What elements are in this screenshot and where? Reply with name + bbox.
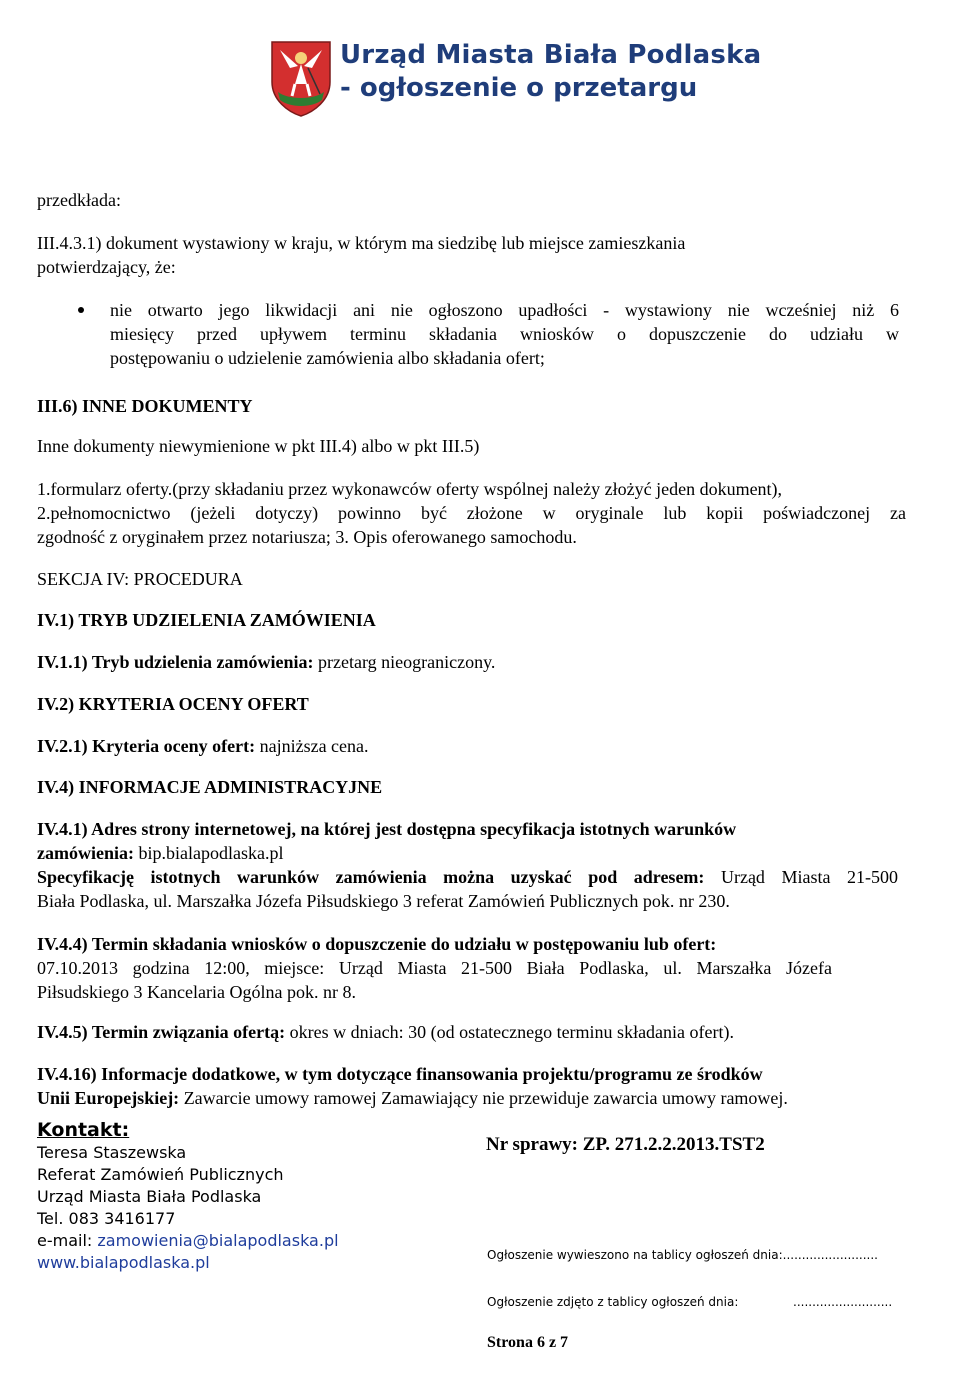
other-docs-line3: zgodność z oryginałem przez notariusza; 3. Opis oferowanego samochodu. — [37, 527, 577, 547]
contact-email-label: e-mail: — [37, 1231, 98, 1250]
iv21-text — [37, 734, 369, 758]
removed-note-dots: .......................... — [793, 1295, 893, 1309]
iv21-value: najniższa cena. — [255, 736, 369, 756]
other-docs-text: Inne dokumenty niewymienione w pkt III.4) albo w pkt III.5) — [37, 436, 480, 456]
iv11-text — [37, 650, 495, 674]
iv416-label: Unii Europejskiej: — [37, 1088, 180, 1108]
bullet-icon — [78, 307, 84, 313]
contact-email-link[interactable]: zamowienia@bialapodlaska.pl — [97, 1231, 339, 1250]
page-number: Strona 6 z 7 — [487, 1334, 569, 1351]
spec-label: Specyfikację istotnych warunków zamówienia można uzyskać pod adresem: — [37, 867, 705, 887]
contact-phone: Tel. 083 3416177 — [37, 1209, 176, 1228]
iv45-value: okres w dniach: 30 (od ostatecznego terminu składania ofert). — [285, 1022, 735, 1042]
intro-text: przedkłada: — [37, 190, 121, 210]
contact-organization: Urząd Miasta Biała Podlaska — [37, 1187, 262, 1206]
section-heading-IV2: IV.2) KRYTERIA OCENY OFERT — [37, 694, 309, 714]
other-docs-line2: 2.pełnomocnictwo (jeżeli dotyczy) powinno być złożone w oryginale lub kopii poświadczonej za — [37, 503, 906, 523]
iv416-value: Zawarcie umowy ramowej Zamawiający nie przewiduje zawarcia umowy ramowej. — [179, 1088, 788, 1108]
section-heading-IV4: IV.4) INFORMACJE ADMINISTRACYJNE — [37, 777, 383, 797]
iv41-label: zamówienia: — [37, 843, 134, 863]
removed-note: Ogłoszenie zdjęto z tablicy ogłoszeń dnia: — [487, 1295, 739, 1309]
contact-block — [37, 1118, 339, 1274]
iv41-line1: IV.4.1) Adres strony internetowej, na której jest dostępna specyfikacja istotnych warunków — [37, 819, 737, 839]
contact-heading: Kontakt: — [37, 1119, 130, 1141]
iv21-label: IV.2.1) Kryteria oceny ofert: — [37, 736, 256, 756]
contact-name: Teresa Staszewska — [37, 1143, 187, 1162]
item-331-line2: potwierdzający, że: — [37, 257, 176, 277]
iv44-line2: 07.10.2013 godzina 12:00, miejsce: Urząd Miasta 21-500 Biała Podlaska, ul. Marszałka Józefa — [37, 958, 832, 978]
spec-value: Urząd Miasta 21-500 — [704, 867, 898, 887]
contact-department: Referat Zamówień Publicznych — [37, 1165, 284, 1184]
section-heading-IV1: IV.1) TRYB UDZIELENIA ZAMÓWIENIA — [37, 610, 376, 630]
iv416-line1: IV.4.16) Informacje dodatkowe, w tym dotyczące finansowania projektu/programu ze środków — [37, 1064, 763, 1084]
city-coat-of-arms-icon — [268, 38, 334, 118]
iv45-label: IV.4.5) Termin związania ofertą: — [37, 1022, 286, 1042]
bullet-line1: nie otwarto jego likwidacji ani nie ogłoszono upadłości - wystawiony nie wcześniej niż 6 — [110, 300, 899, 320]
iv44-line3: Piłsudskiego 3 Kancelaria Ogólna pok. nr 8. — [37, 982, 356, 1002]
iv45-text — [37, 1020, 734, 1044]
bullet-line2: miesięcy przed upływem terminu składania wniosków o dopuszczenie do udziału w — [110, 324, 899, 344]
iv11-value: przetarg nieograniczony. — [313, 652, 496, 672]
section-heading-IV: SEKCJA IV: PROCEDURA — [37, 569, 243, 589]
iv44-line1: IV.4.4) Termin składania wniosków o dopuszczenie do udziału w postępowaniu lub ofert: — [37, 934, 717, 954]
spec-line1 — [37, 865, 898, 889]
contact-email-row — [37, 1230, 339, 1252]
contact-website-link[interactable]: www.bialapodlaska.pl — [37, 1253, 210, 1272]
spec-line2: Biała Podlaska, ul. Marszałka Józefa Piłsudskiego 3 referat Zamówień Publicznych pok. nr 230. — [37, 891, 730, 911]
other-docs-line1: 1.formularz oferty.(przy składaniu przez wykonawców oferty wspólnej należy złożyć jeden dokument), — [37, 479, 783, 499]
iv416-line2 — [37, 1086, 788, 1110]
section-heading-III6: III.6) INNE DOKUMENTY — [37, 396, 253, 416]
bullet-line3: postępowaniu o udzielenie zamówienia albo składania ofert; — [110, 348, 545, 368]
posted-note: Ogłoszenie wywieszono na tablicy ogłoszeń dnia:......................... — [487, 1248, 878, 1262]
header-title: Urząd Miasta Biała Podlaska — [340, 40, 762, 70]
iv41-line2 — [37, 841, 283, 865]
item-331-line1: III.4.3.1) dokument wystawiony w kraju, w którym ma siedzibę lub miejsce zamieszkania — [37, 233, 686, 253]
case-number: Nr sprawy: ZP. 271.2.2.2013.TST2 — [486, 1134, 765, 1155]
iv11-label: IV.1.1) Tryb udzielenia zamówienia: — [37, 652, 314, 672]
iv41-value: bip.bialapodlaska.pl — [133, 843, 284, 863]
header-subtitle: - ogłoszenie o przetargu — [340, 73, 698, 103]
